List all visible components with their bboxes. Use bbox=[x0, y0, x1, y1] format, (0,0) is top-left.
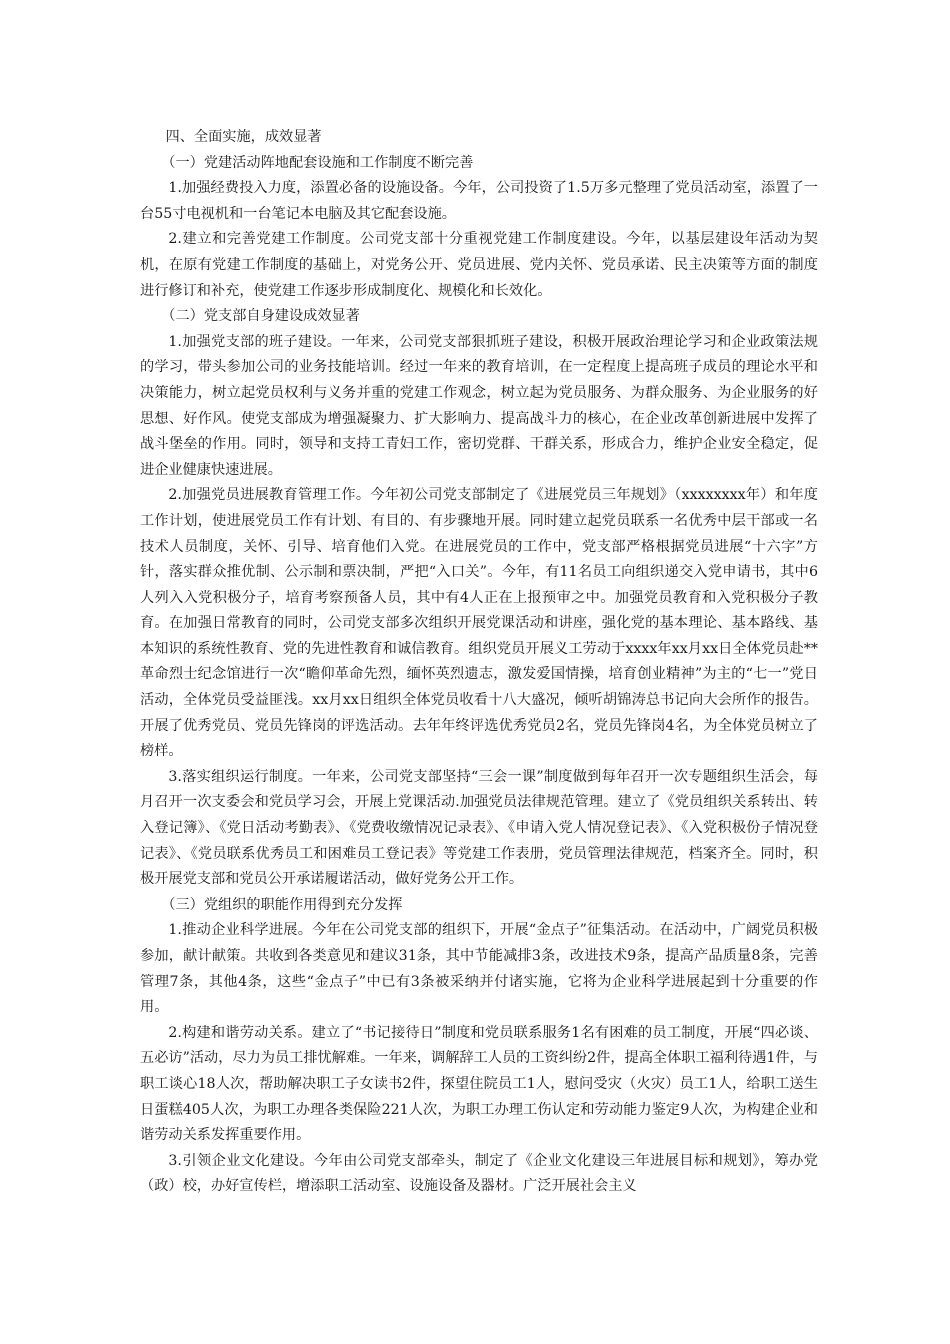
subsection-title-2: （二）党支部自身建设成效显著 bbox=[161, 308, 360, 325]
paragraph: 1.推动企业科学进展。今年在公司党支部的组织下，开展“金点子”征集活动。在活动中，广阔党员积极参加，献计献策。共收到各类意见和建议31条，其中节能减排3条，改进技术9条，提高产品质量8条，完善管理7条，其他4条，这些“金点子”中已有3条被采纳并付诸实施，它将为企业科学进展起到十分重要的作用。 bbox=[140, 922, 818, 1016]
paragraph: 1.加强党支部的班子建设。一年来，公司党支部狠抓班子建设，积极开展政治理论学习和企业政策法规的学习，带头参加公司的业务技能培训。经过一年来的教育培训，在一定程度上提高班子成员的理论水平和决策能力，树立起党员权利与义务并重的党建工作观念，树立起为党员服务、为群众服务、为企业服务的好思想、好作风。使党支部成为增强凝聚力、扩大影响力、提高战斗力的核心，在企业改革创新进展中发挥了战斗堡垒的作用。同时，领导和支持工青妇工作，密切党群、干群关系，形成合力，维护企业安全稳定，促进企业健康快速进展。 bbox=[140, 333, 818, 478]
document-body bbox=[140, 125, 818, 1200]
paragraph: 3.引领企业文化建设。今年由公司党支部牵头，制定了《企业文化建设三年进展目标和规划》，筹办党（政）校，办好宣传栏，增添职工活动室、设施设备及器材。广泛开展社会主义 bbox=[140, 1152, 818, 1195]
paragraph: 2.建立和完善党建工作制度。公司党支部十分重视党建工作制度建设。今年，以基层建设年活动为契机，在原有党建工作制度的基础上，对党务公开、党员进展、党内关怀、党员承诺、民主决策等方面的制度进行修订和补充，使党建工作逐步形成制度化、规模化和长效化。 bbox=[140, 231, 818, 299]
paragraph: 2.加强党员进展教育管理工作。今年初公司党支部制定了《进展党员三年规划》（xxxxxxxx年）和年度工作计划，使进展党员工作有计划、有目的、有步骤地开展。同时建立起党员联系一名优秀中层干部或一名技术人员制度，关怀、引导、培育他们入党。在进展党员的工作中，党支部严格根据党员进展“十六字”方针，落实群众推优制、公示制和票决制，严把“入口关”。今年，有11名员工向组织递交入党申请书，其中6人列入入党积极分子，培育考察预备人员，其中有4人正在上报预审之中。加强党员教育和入党积极分子教育。在加强日常教育的同时，公司党支部多次组织开展党课活动和讲座，强化党的基本理论、基本路线、基本知识的系统性教育、党的先进性教育和诚信教育。组织党员开展义工劳动于xxxx年xx月xx日全体党员赴**革命烈士纪念馆进行一次“瞻仰革命先烈，缅怀英烈遗志，激发爱国情操，培育创业精神”为主的“七一”党日活动，全体党员受益匪浅。xx月xx日组织全体党员收看十八大盛况，倾听胡锦涛总书记向大会所作的报告。开展了优秀党员、党员先锋岗的评选活动。去年年终评选优秀党员2名，党员先锋岗4名，为全体党员树立了榜样。 bbox=[140, 487, 818, 760]
subsection-title-1: （一）党建活动阵地配套设施和工作制度不断完善 bbox=[161, 154, 474, 171]
paragraph: 2.构建和谐劳动关系。建立了“书记接待日”制度和党员联系服务1名有困难的员工制度，开展“四必谈、五必访”活动，尽力为员工排忧解难。一年来，调解辞工人员的工资纠纷2件，提高全体职工福利待遇1件，与职工谈心18人次，帮助解决职工子女读书2件，探望住院员工1人，慰问受灾（火灾）员工1人，给职工送生日蛋糕405人次，为职工办理各类保险221人次，为职工办理工伤认定和劳动能力鉴定9人次，为构建企业和谐劳动关系发挥重要作用。 bbox=[140, 1024, 818, 1144]
paragraph: 1.加强经费投入力度，添置必备的设施设备。今年，公司投资了1.5万多元整理了党员活动室，添置了一台55寸电视机和一台笔记本电脑及其它配套设施。 bbox=[140, 180, 818, 222]
paragraph: 3.落实组织运行制度。一年来，公司党支部坚持“三会一课”制度做到每年召开一次专题组织生活会，每月召开一次支委会和党员学习会，开展上党课活动.加强党员法律规范管理。建立了《党员组织关系转出、转入登记簿》、《党日活动考勤表》、《党费收缴情况记录表》、《申请入党人情况登记表》、《入党积极份子情况登记表》、《党员联系优秀员工和困难员工登记表》等党建工作表册，党员管理法律规范，档案齐全。同时，积极开展党支部和党员公开承诺履诺活动，做好党务公开工作。 bbox=[140, 768, 818, 888]
subsection-title-3: （三）党组织的职能作用得到充分发挥 bbox=[161, 896, 403, 913]
section-heading: 四、全面实施，成效显著 bbox=[165, 129, 322, 145]
